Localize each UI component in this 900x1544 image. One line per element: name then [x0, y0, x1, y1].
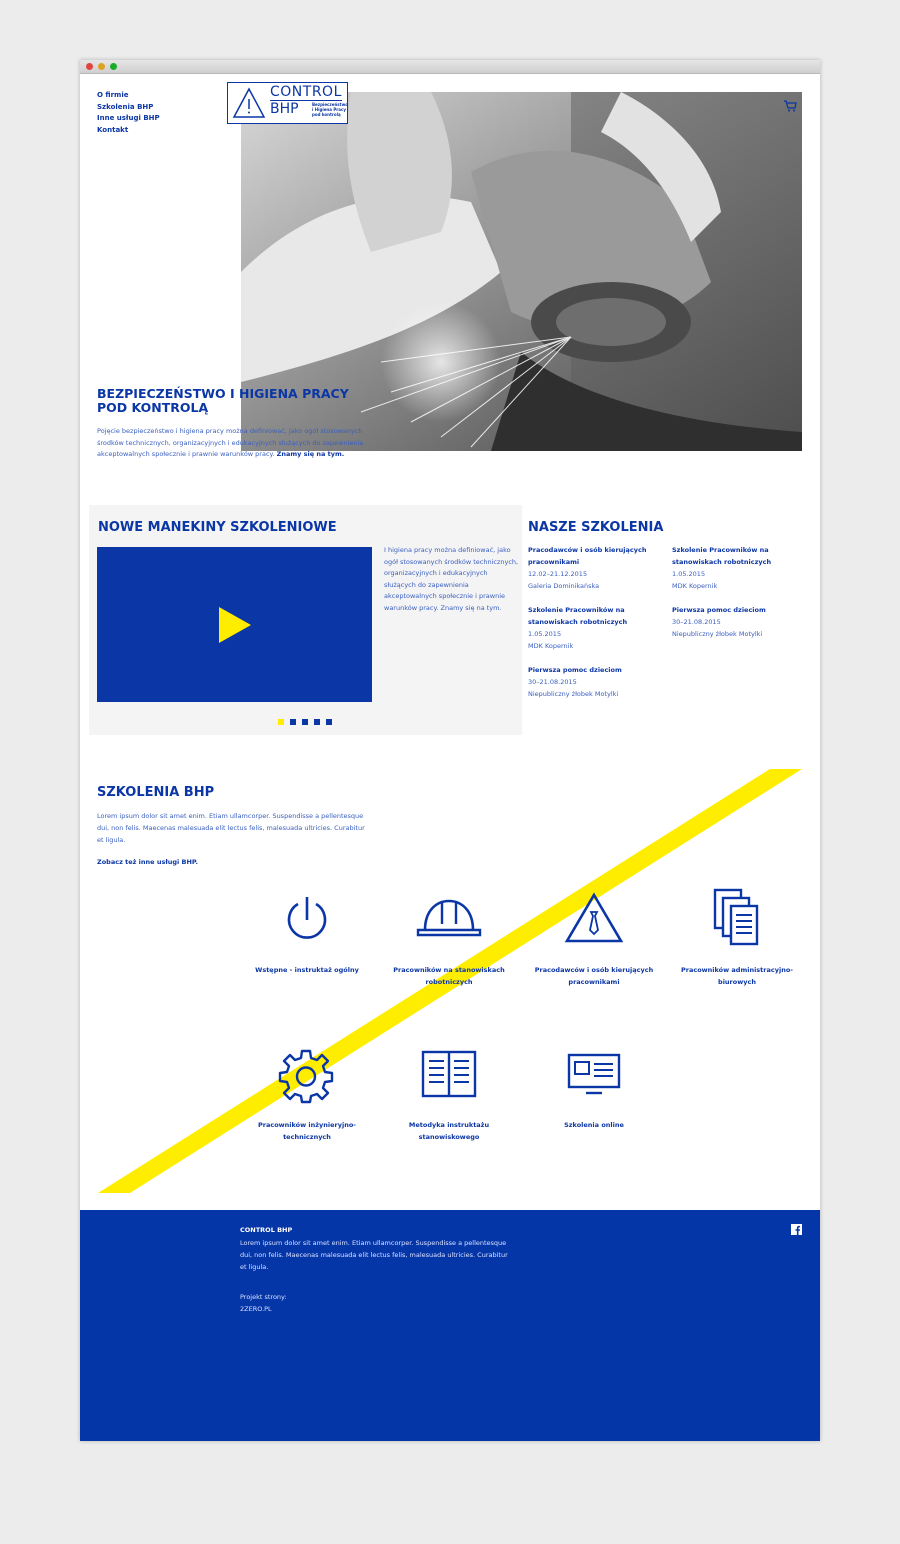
logo-tagline: Bezpieczeństwo i Higiena Pracy pod kontrolą [312, 102, 349, 117]
documents-icon[interactable] [712, 887, 762, 949]
course-item[interactable]: Szkolenie Pracowników na stanowiskach robotniczych 1.05.2015 MDK Kopernik [672, 546, 772, 590]
hero-title: BEZPIECZEŃSTWO I HIGIENA PRACY POD KONTROLĄ [97, 386, 349, 415]
course-item[interactable]: Pierwsza pomoc dzieciom 30–21.08.2015 Niepubliczny żłobek Motylki [672, 606, 766, 638]
tile-label[interactable]: Pracowników na stanowiskach robotniczych [393, 966, 505, 986]
monitor-icon[interactable] [566, 1052, 622, 1096]
logo-control: CONTROL [270, 84, 342, 100]
facebook-icon[interactable] [791, 1224, 802, 1235]
nav-item-kontakt[interactable]: Kontakt [97, 125, 129, 134]
hero-text: Pojęcie bezpieczeństwo i higiena pracy można definiować, jako ogół stosowanych środków technicznych, organizacyjnych i edukacyjnych służących do zapewnienia akceptowalnych społecznie i prawnie warunków pracy. Znamy się na tym. [97, 427, 364, 458]
tile-label[interactable]: Wstępne - instruktaż ogólny [255, 966, 359, 974]
course-item[interactable]: Szkolenie Pracowników na stanowiskach robotniczych 1.05.2015 MDK Kopernik [528, 606, 628, 650]
nav-item-szkolenia-bhp[interactable]: Szkolenia BHP [97, 102, 154, 111]
tile-label[interactable]: Szkolenia online [564, 1121, 624, 1129]
tile-label[interactable]: Pracodawców i osób kierujących pracownikami [534, 966, 654, 986]
browser-titlebar [80, 60, 820, 74]
course-item[interactable]: Pierwsza pomoc dzieciom 30–21.08.2015 Niepubliczny żłobek Motylki [528, 666, 622, 698]
footer-project-link[interactable]: 2ZERO.PL [240, 1305, 272, 1313]
bhp-title: SZKOLENIA BHP [97, 785, 215, 800]
logo-bhp: BHP [270, 101, 299, 117]
footer-title: CONTROL BHP [240, 1226, 293, 1234]
browser-window [80, 60, 820, 1441]
tile-label[interactable]: Pracowników administracyjno-biurowych [681, 966, 793, 986]
footer-text: Lorem ipsum dolor sit amet enim. Etiam ullamcorper. Suspendisse a pellentesque dui, non felis. Maecenas malesuada elit lectus felis, malesuada ultricies. Curabitur et ligula. [240, 1239, 508, 1271]
tile-label[interactable]: Metodyka instruktażu stanowiskowego [408, 1121, 490, 1141]
footer-project [240, 1291, 287, 1315]
warning-tie-icon[interactable] [564, 892, 624, 944]
gear-icon[interactable] [278, 1048, 334, 1104]
power-icon[interactable] [284, 894, 330, 944]
tile-label[interactable]: Pracowników inżynieryjno- technicznych [257, 1121, 357, 1141]
logo[interactable] [227, 82, 348, 124]
maximize-window-icon[interactable] [110, 63, 117, 70]
close-window-icon[interactable] [86, 63, 93, 70]
bhp-more-link[interactable]: Zobacz też inne usługi BHP. [97, 858, 198, 866]
footer-project-label: Projekt strony: [240, 1293, 287, 1301]
news-text: I higiena pracy można definiować, jako ogół stosowanych środków technicznych, organizacyjnych i edukacyjnych służących do zapewnienia akceptowalnych społecznie i prawnie warunków pracy. Znamy się na tym. [384, 546, 519, 612]
warning-triangle-icon [232, 87, 266, 119]
minimize-window-icon[interactable] [98, 63, 105, 70]
footer [80, 1210, 820, 1441]
page [80, 74, 820, 1441]
course-item[interactable]: Pracodawców i osób kierujących pracownikami 12.02–21.12.2015 Galeria Dominikańska [528, 546, 647, 590]
news-title: NOWE MANEKINY SZKOLENIOWE [98, 520, 337, 535]
helmet-icon[interactable] [415, 898, 483, 938]
bhp-text: Lorem ipsum dolor sit amet enim. Etiam ullamcorper. Suspendisse a pellentesque dui, non felis. Maecenas malesuada elit lectus felis, malesuada ultricies. Curabitur et ligula. [97, 812, 365, 844]
book-icon[interactable] [420, 1049, 478, 1101]
nav-item-o-firmie[interactable]: O firmie [97, 91, 129, 99]
hero-text-strong[interactable]: Znamy się na tym. [276, 450, 345, 458]
nav-item-inne-uslugi[interactable]: Inne usługi BHP [97, 114, 160, 122]
courses-title: NASZE SZKOLENIA [528, 520, 664, 535]
